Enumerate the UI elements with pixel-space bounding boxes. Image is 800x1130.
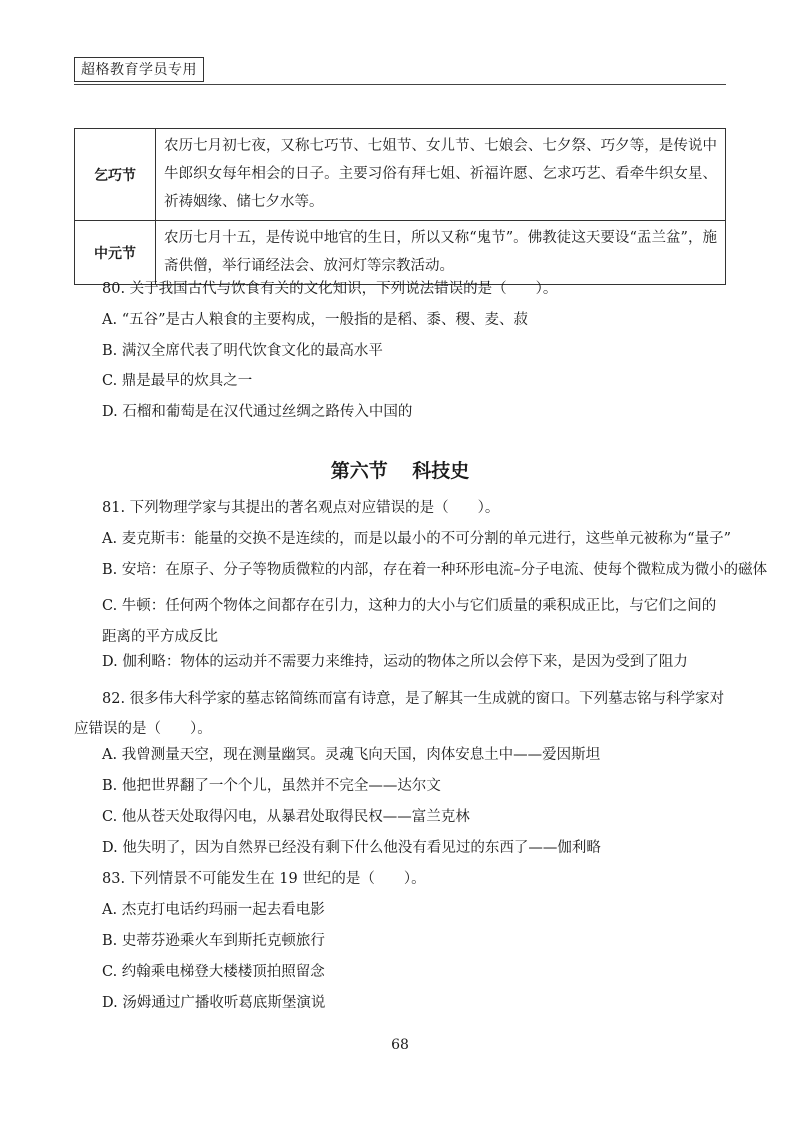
question-81-stem: 81. 下列物理学家与其提出的著名观点对应错误的是（ ）。: [102, 500, 500, 516]
question-82-option-a: A. 我曾测量天空，现在测量幽冥。灵魂飞向天国，肉体安息土中——爱因斯坦: [102, 747, 601, 763]
header-tag: 超格教育学员专用: [74, 57, 204, 82]
header-divider: [74, 84, 726, 85]
table-row: [75, 129, 726, 221]
section-title: 第六节 科技史: [330, 460, 470, 482]
festival-description: 农历七月初七夜，又称七巧节、七姐节、女儿节、七娘会、七夕祭、巧夕等，是传说中牛郎织女每年相会的日子。主要习俗有拜七姐、祈福许愿、乞求巧艺、看牵牛织女星、祈祷姻缘、储七夕水等。: [156, 129, 726, 221]
festival-table: [74, 128, 726, 285]
question-82-option-b: B. 他把世界翻了一个个儿，虽然并不完全——达尔文: [102, 778, 441, 794]
question-80-option-a: A. “五谷”是古人粮食的主要构成，一般指的是稻、黍、稷、麦、菽: [102, 312, 529, 328]
question-80-option-c: C. 鼎是最早的炊具之一: [102, 373, 253, 389]
question-81-option-c: C. 牛顿：任何两个物体之间都存在引力，这种力的大小与它们质量的乘积成正比，与它们之间的距离的平方成反比: [102, 598, 717, 645]
question-80-stem: 80. 关于我国古代与饮食有关的文化知识，下列说法错误的是（ ）。: [102, 281, 558, 297]
question-83-option-c: C. 约翰乘电梯登大楼楼顶拍照留念: [102, 964, 325, 980]
festival-description: 农历七月十五，是传说中地官的生日，所以又称“鬼节”。佛教徒这天要设“盂兰盆”，施斋供僧，举行诵经法会、放河灯等宗教活动。: [156, 221, 726, 285]
festival-name: 中元节: [75, 221, 156, 285]
question-83-option-a: A. 杰克打电话约玛丽一起去看电影: [102, 902, 325, 918]
festival-name: 乞巧节: [75, 129, 156, 221]
question-83-option-d: D. 汤姆通过广播收听葛底斯堡演说: [102, 995, 326, 1011]
question-80-option-d: D. 石榴和葡萄是在汉代通过丝绸之路传入中国的: [102, 404, 413, 420]
question-80-option-b: B. 满汉全席代表了明代饮食文化的最高水平: [102, 343, 383, 359]
page-number: 68: [391, 1037, 409, 1053]
question-81-option-b: B. 安培：在原子、分子等物质微粒的内部，存在着一种环形电流–分子电流、使每个微粒成为微小的磁体: [102, 562, 768, 578]
question-81-option-a: A. 麦克斯韦：能量的交换不是连续的，而是以最小的不可分割的单元进行，这些单元被称为“量子”: [102, 531, 732, 547]
table-row: [75, 221, 726, 285]
question-83-option-b: B. 史蒂芬逊乘火车到斯托克顿旅行: [102, 933, 325, 949]
question-82-option-c: C. 他从苍天处取得闪电，从暴君处取得民权——富兰克林: [102, 809, 470, 825]
question-83-stem: 83. 下列情景不可能发生在 19 世纪的是（ ）。: [102, 871, 426, 887]
question-82-option-d: D. 他失明了，因为自然界已经没有剩下什么他没有看见过的东西了——伽利略: [102, 840, 601, 856]
question-81-option-d: D. 伽利略：物体的运动并不需要力来维持，运动的物体之所以会停下来，是因为受到了阻力: [102, 654, 688, 670]
question-82-stem: 82. 很多伟大科学家的墓志铭简练而富有诗意，是了解其一生成就的窗口。下列墓志铭与科学家对应错误的是（ ）。: [74, 691, 725, 737]
